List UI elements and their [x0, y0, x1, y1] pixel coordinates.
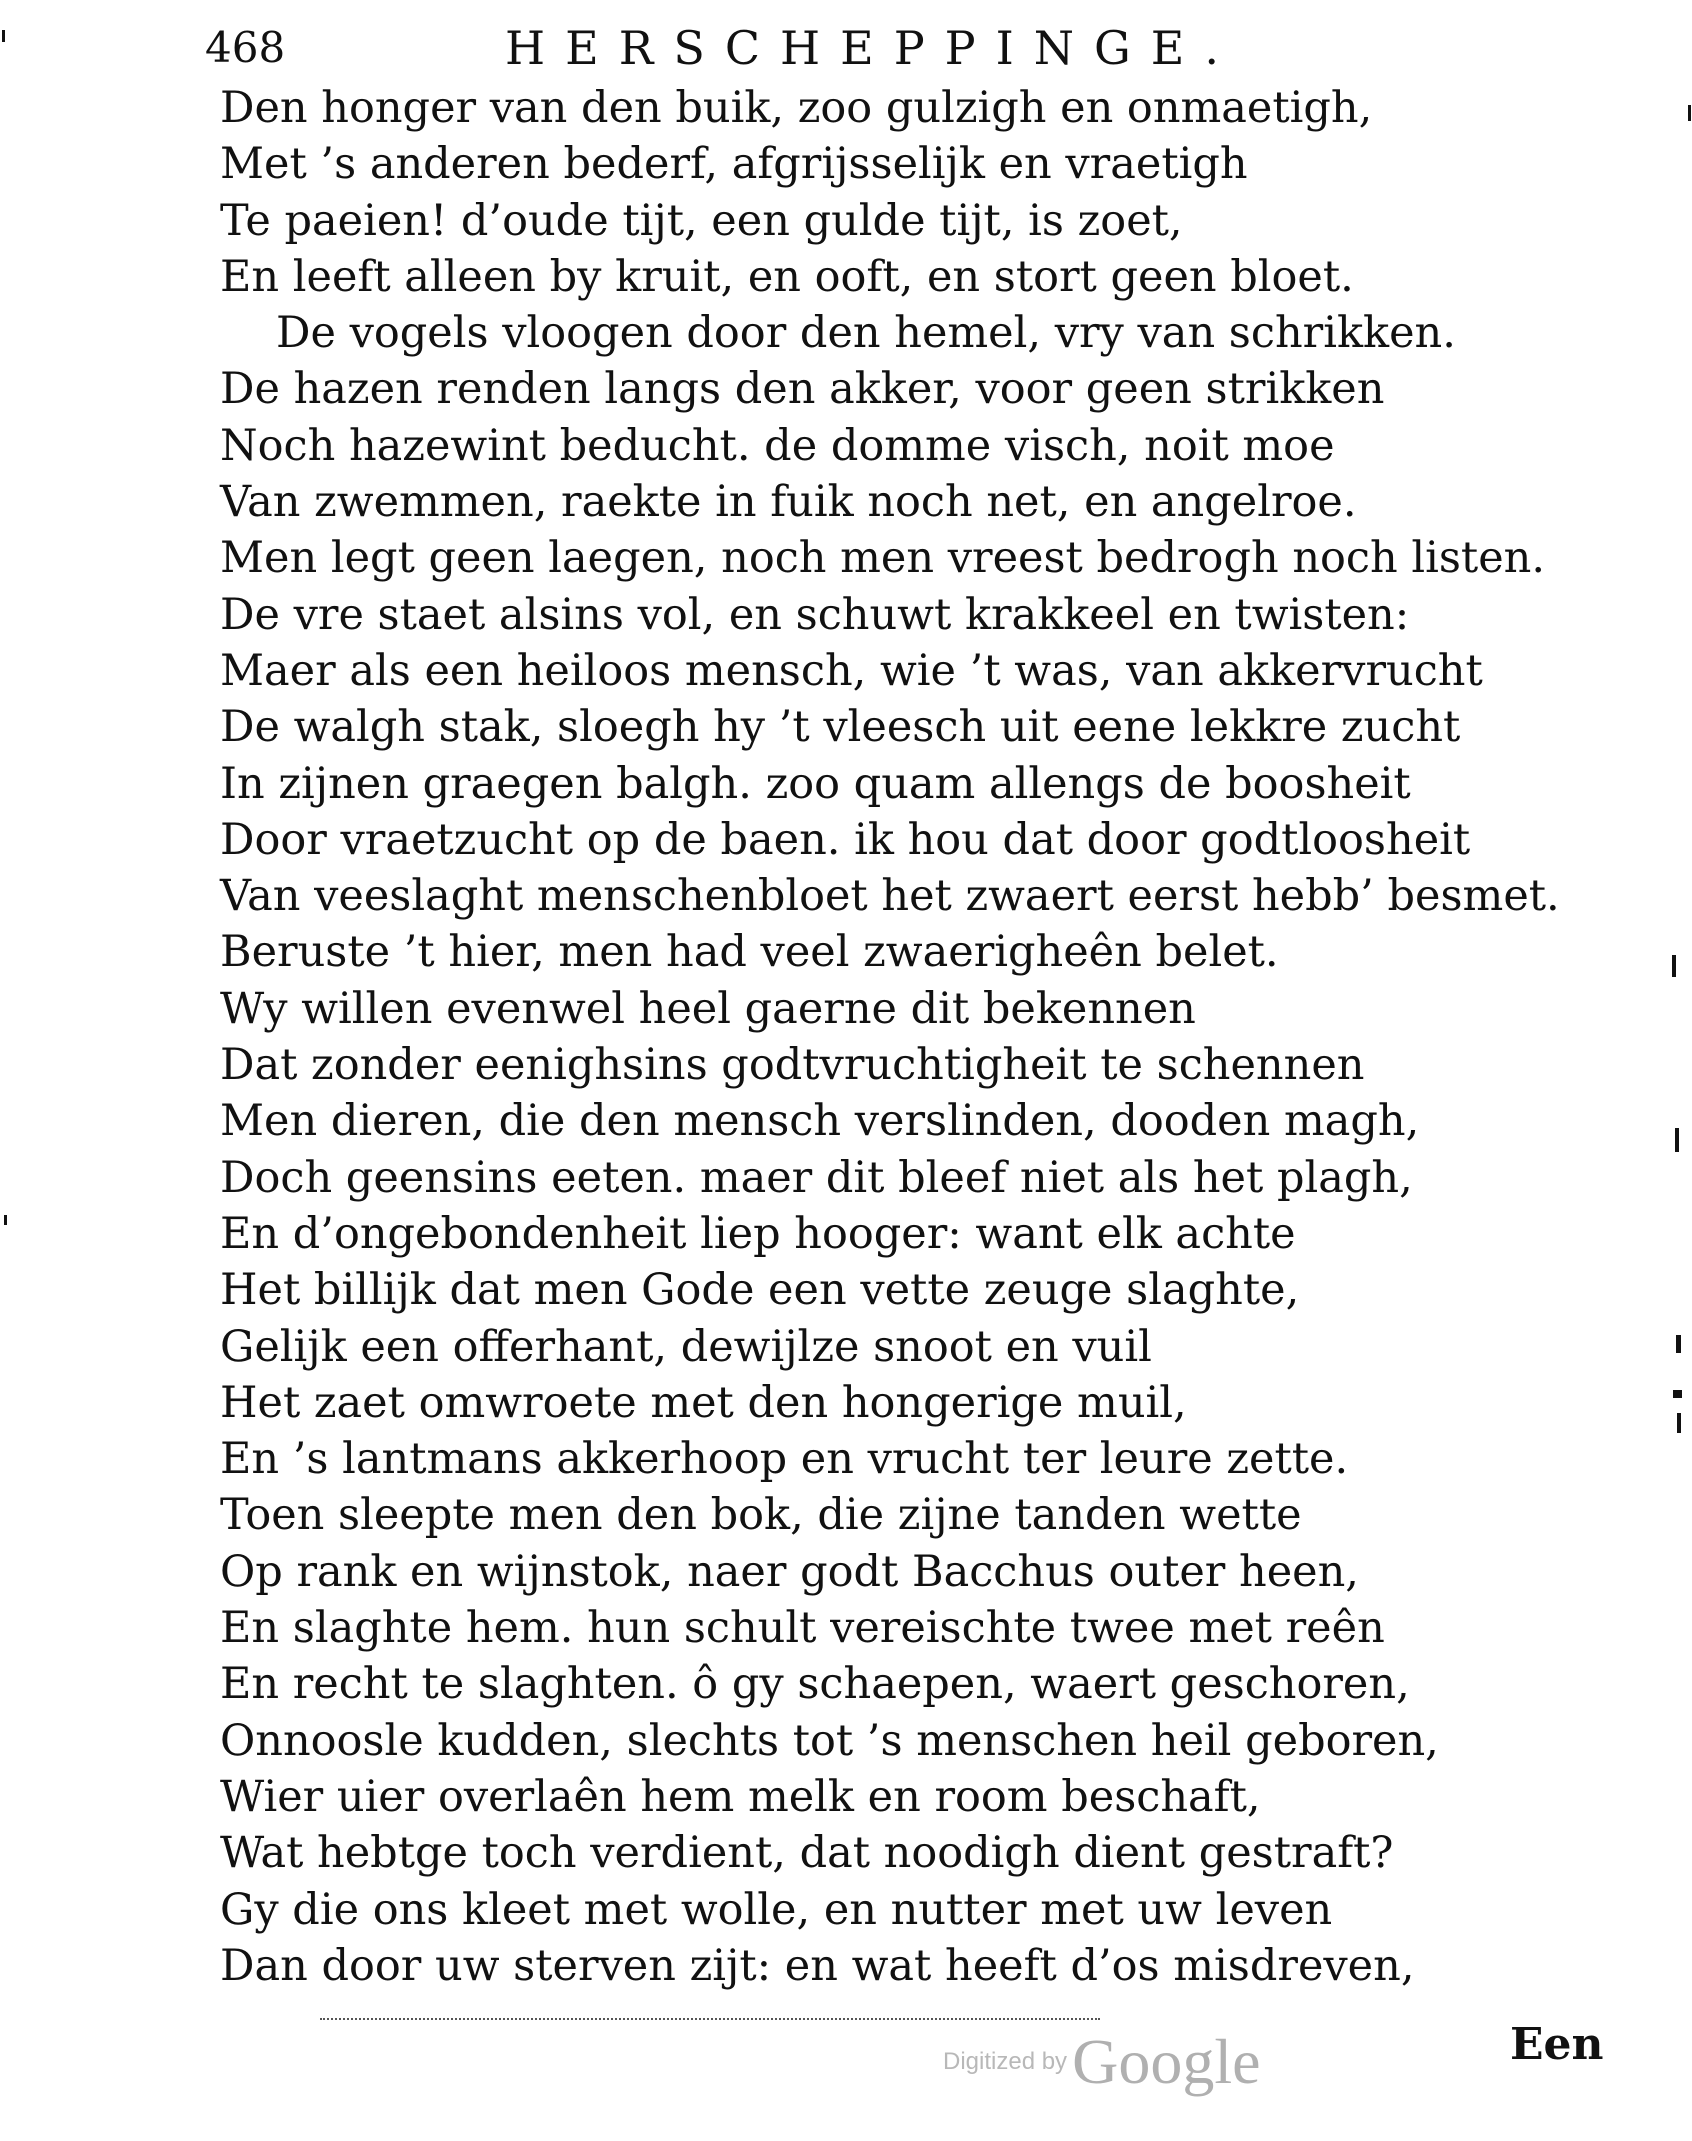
margin-mark	[2, 30, 5, 42]
digitized-watermark	[943, 2025, 1261, 2095]
verse-line: Wy willen evenwel heel gaerne dit bekennen	[220, 983, 1196, 1034]
verse-line: Onnoosle kudden, slechts tot ’s menschen heil geboren,	[220, 1715, 1439, 1766]
verse-line: Den honger van den buik, zoo gulzigh en onmaetigh,	[220, 83, 1373, 133]
verse-line: Noch hazewint beducht. de domme visch, noit moe	[220, 420, 1335, 471]
margin-mark	[1672, 955, 1676, 977]
verse-line: En d’ongebondenheit liep hooger: want elk achte	[220, 1208, 1296, 1259]
verse-line: Door vraetzucht op de baen. ik hou dat door godtloosheit	[220, 814, 1471, 865]
margin-mark	[4, 1215, 7, 1225]
verse-line: Gelijk een offerhant, dewijlze snoot en vuil	[220, 1321, 1152, 1372]
verse-line: Maer als een heiloos mensch, wie ’t was, van akkervrucht	[220, 645, 1483, 696]
verse-line: Dan door uw sterven zijt: en wat heeft d’os misdreven,	[220, 1940, 1415, 1991]
verse-line: Van zwemmen, raekte in fuik noch net, en angelroe.	[220, 477, 1357, 528]
verse-line: Het zaet omwroete met den hongerige muil,	[220, 1377, 1187, 1428]
verse-line: De walgh stak, sloegh hy ’t vleesch uit eene lekkre zucht	[220, 702, 1461, 753]
verse-line: Toen sleepte men den bok, die zijne tanden wette	[220, 1490, 1302, 1541]
verse-line: Beruste ’t hier, men had veel zwaerigheên belet.	[220, 927, 1279, 978]
verse-line: Gy die ons kleet met wolle, en nutter met uw leven	[220, 1884, 1333, 1935]
watermark-brand: Google	[1072, 2026, 1261, 2097]
verse-line: De hazen renden langs den akker, voor geen strikken	[220, 364, 1385, 415]
verse-line: De vogels vloogen door den hemel, vry van schrikken.	[276, 308, 1456, 359]
verse-line: In zijnen graegen balgh. zoo quam allengs de boosheit	[220, 758, 1411, 809]
verse-line: En ’s lantmans akkerhoop en vrucht ter leure zette.	[220, 1434, 1349, 1485]
verse-line: Doch geensins eeten. maer dit bleef niet als het plagh,	[220, 1152, 1413, 1203]
verse-line: Het billijk dat men Gode een vette zeuge slaghte,	[220, 1265, 1300, 1316]
verse-line: En leeft alleen by kruit, en ooft, en stort geen bloet.	[220, 251, 1354, 302]
verse-line: Men dieren, die den mensch verslinden, dooden magh,	[220, 1096, 1420, 1147]
margin-mark	[1688, 105, 1691, 121]
margin-mark	[1675, 1128, 1679, 1152]
verse-line: Wat hebtge toch verdient, dat noodigh dient gestraft?	[220, 1828, 1394, 1879]
margin-mark	[1677, 1413, 1681, 1433]
verse-line: En slaghte hem. hun schult vereischte twee met reên	[220, 1603, 1385, 1654]
verse-line: Van veeslaght menschenbloet het zwaert eerst hebb’ besmet.	[220, 871, 1560, 922]
verse-line: Dat zonder eenighsins godtvruchtigheit te schennen	[220, 1040, 1365, 1091]
catchword: Een	[1510, 2019, 1604, 2070]
verse-line: Men legt geen laegen, noch men vreest bedrogh noch listen.	[220, 533, 1546, 584]
verse-block	[220, 80, 1640, 1994]
verse-line: En recht te slaghten. ô gy schaepen, waert geschoren,	[220, 1659, 1410, 1710]
verse-line: Met ’s anderen bederf, afgrijsselijk en vraetigh	[220, 139, 1248, 190]
bottom-dotted-rule	[320, 2018, 1100, 2020]
running-title: HERSCHEPPINGE.	[505, 21, 1240, 75]
page-number: 468	[205, 23, 286, 72]
verse-line: Wier uier overlaên hem melk en room beschaft,	[220, 1771, 1261, 1822]
verse-line: Te paeien! d’oude tijt, een gulde tijt, is zoet,	[220, 195, 1183, 246]
verse-line: De vre staet alsins vol, en schuwt krakkeel en twisten:	[220, 589, 1410, 640]
margin-mark	[1673, 1390, 1682, 1398]
watermark-prefix: Digitized by	[943, 2048, 1068, 2075]
margin-mark	[1676, 1335, 1681, 1353]
verse-line: Op rank en wijnstok, naer godt Bacchus outer heen,	[220, 1546, 1359, 1597]
page-header	[205, 18, 1405, 78]
